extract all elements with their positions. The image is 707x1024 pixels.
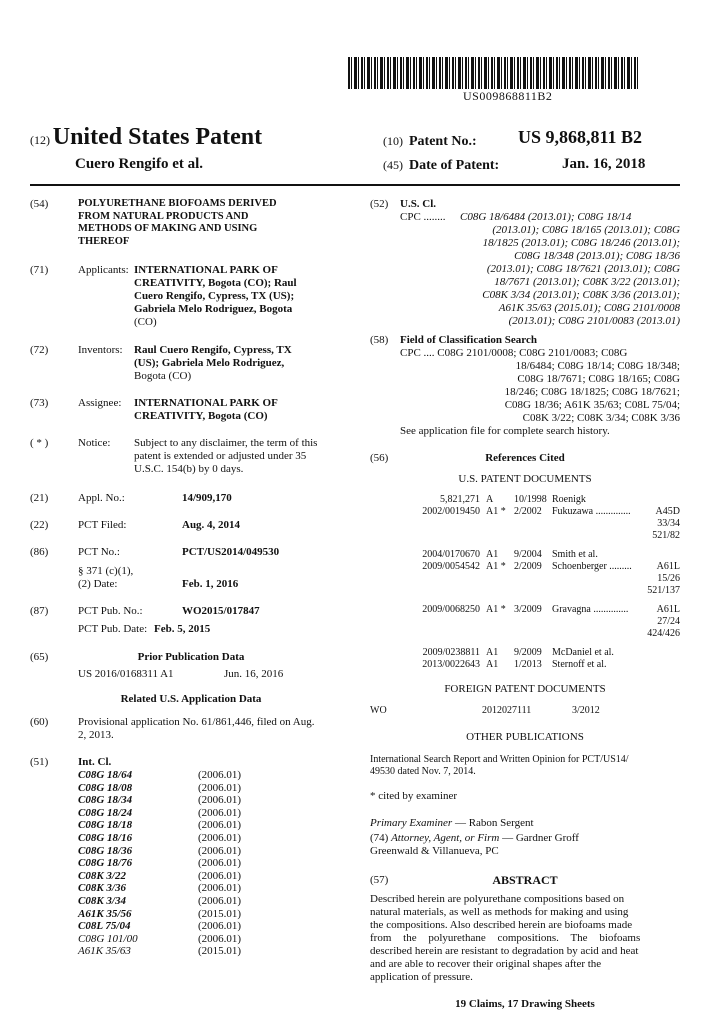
search-line: C08K 3/22; C08K 3/34; C08K 3/36 bbox=[522, 412, 680, 424]
pct-pub-no-value: WO2015/017847 bbox=[182, 605, 260, 617]
pct-filed-value: Aug. 4, 2014 bbox=[182, 519, 241, 531]
reference-row bbox=[370, 506, 680, 530]
int-cl-row bbox=[78, 845, 352, 858]
code-65: (65) bbox=[30, 651, 49, 663]
int-cl-code: A61K 35/56 bbox=[78, 907, 132, 920]
reference-row bbox=[370, 494, 680, 506]
ref-date: 2/2009 bbox=[514, 561, 542, 572]
us-cl-cpc-prefix: CPC ........ bbox=[400, 211, 446, 223]
ref-class: A45D 33/34 bbox=[655, 506, 680, 529]
ref-kind: A1 * bbox=[486, 561, 506, 572]
int-cl-row bbox=[78, 945, 352, 958]
code-72: (72) bbox=[30, 344, 49, 356]
int-cl-version: (2006.01) bbox=[198, 932, 242, 945]
abstract-line: from the polyurethane compositions. The biofoams bbox=[370, 932, 641, 944]
search-line: 18/6484; C08G 18/14; C08G 18/348; bbox=[515, 360, 680, 372]
code-12: (12) bbox=[30, 133, 50, 147]
code-21: (21) bbox=[30, 492, 49, 504]
field-72-inventors bbox=[30, 344, 352, 383]
ref-name: Roenigk bbox=[552, 494, 586, 505]
search-line: C08G 18/7671; C08G 18/165; C08G bbox=[517, 373, 680, 385]
search-line: CPC .... C08G 2101/0008; C08G 2101/0083; C08G bbox=[400, 347, 628, 359]
us-cl-line: 18/7671 (2013.01); C08K 3/22 (2013.01); bbox=[494, 276, 680, 288]
int-cl-version: (2006.01) bbox=[198, 920, 242, 933]
pct-filed-label: PCT Filed: bbox=[78, 519, 127, 531]
int-cl-code: C08L 75/04 bbox=[78, 920, 131, 933]
title-line: THEREOF bbox=[78, 235, 130, 247]
ref-class: A61L 15/26 bbox=[656, 561, 680, 584]
int-cl-code: A61K 35/63 bbox=[78, 945, 131, 958]
ref-date: 9/2004 bbox=[514, 549, 542, 560]
code-74: (74) bbox=[370, 832, 389, 844]
int-cl-version: (2006.01) bbox=[198, 806, 242, 819]
code-58: (58) bbox=[370, 334, 389, 346]
title-line: METHODS OF MAKING AND USING bbox=[78, 223, 258, 234]
pct-pub-date-label: PCT Pub. Date: bbox=[78, 623, 148, 635]
int-cl-version: (2006.01) bbox=[198, 857, 242, 870]
field-57-abstract bbox=[370, 874, 680, 984]
int-cl-version: (2006.01) bbox=[198, 844, 242, 857]
field-22-pct-filed bbox=[30, 519, 352, 532]
notice-label: Notice: bbox=[78, 437, 111, 449]
ref-date: 3/2009 bbox=[514, 604, 542, 615]
int-cl-version: (2006.01) bbox=[198, 831, 242, 844]
references-heading: References Cited bbox=[485, 452, 565, 464]
foreign-docs-heading: FOREIGN PATENT DOCUMENTS bbox=[444, 683, 606, 695]
int-cl-heading: Int. Cl. bbox=[78, 756, 112, 768]
code-54: (54) bbox=[30, 198, 49, 210]
ref-class bbox=[652, 647, 680, 659]
int-cl-row bbox=[78, 782, 352, 795]
code-notice: ( * ) bbox=[30, 437, 49, 449]
abstract-line: the compositions. Also described herein are biofoams made bbox=[370, 919, 633, 931]
ref-kind: A1 bbox=[486, 647, 499, 658]
ref-kind: A1 bbox=[486, 659, 499, 670]
int-cl-code: C08K 3/36 bbox=[78, 882, 126, 895]
code-60: (60) bbox=[30, 716, 49, 728]
ref-kind: A bbox=[486, 494, 494, 505]
prior-pub-number: US 2016/0168311 A1 bbox=[78, 668, 174, 680]
search-line: 18/246; C08G 18/1825; C08G 18/7621; bbox=[504, 386, 680, 398]
us-cl-line: (2013.01); C08G 2101/0083 (2013.01) bbox=[508, 315, 680, 327]
ref-name: Smith et al. bbox=[552, 549, 598, 560]
attorney-name: — Gardner Groff bbox=[502, 832, 579, 844]
int-cl-version: (2006.01) bbox=[198, 819, 242, 832]
abstract-line: Described herein are polyurethane compositions based on bbox=[370, 893, 625, 905]
ref-class: A61L 27/24 bbox=[656, 604, 680, 627]
int-cl-version: (2006.01) bbox=[198, 794, 242, 807]
abstract-line: application of pressure. bbox=[370, 971, 473, 983]
ref-num: 2009/0068250 bbox=[422, 604, 480, 615]
code-87: (87) bbox=[30, 605, 49, 617]
ref-name: Gravagna .............. bbox=[552, 604, 629, 615]
patent-no-row bbox=[383, 135, 477, 148]
int-cl-code: C08K 3/22 bbox=[78, 869, 126, 882]
code-45: (45) bbox=[383, 158, 403, 172]
barcode bbox=[348, 57, 640, 89]
field-71-applicants bbox=[30, 264, 352, 329]
ref-kind: A1 * bbox=[486, 506, 506, 517]
us-references bbox=[370, 494, 680, 671]
int-cl-row bbox=[78, 895, 352, 908]
ref-name: Sternoff et al. bbox=[552, 659, 607, 670]
us-cl-line: C08G 18/6484 (2013.01); C08G 18/14 bbox=[460, 211, 632, 223]
int-cl-code: C08K 3/34 bbox=[78, 894, 126, 907]
int-cl-code: C08G 18/08 bbox=[78, 781, 133, 794]
right-column bbox=[370, 198, 680, 1011]
ref-num: 2009/0238811 bbox=[422, 647, 480, 658]
header-rule bbox=[30, 184, 680, 186]
int-cl-row bbox=[78, 908, 352, 921]
reference-row bbox=[370, 549, 680, 561]
applicant-line: Cuero Rengifo, Cypress, TX (US); bbox=[134, 290, 295, 302]
code-86: (86) bbox=[30, 546, 49, 558]
examiner-label: Primary Examiner bbox=[370, 817, 453, 829]
pct-pub-date-value: Feb. 5, 2015 bbox=[154, 623, 211, 635]
code-57: (57) bbox=[370, 874, 389, 886]
ref-num: 2002/0019450 bbox=[422, 506, 480, 517]
int-cl-version: (2006.01) bbox=[198, 869, 242, 882]
code-52: (52) bbox=[370, 198, 389, 210]
int-cl-version: (2015.01) bbox=[198, 945, 242, 958]
notice-line: patent is extended or adjusted under 35 bbox=[134, 450, 307, 462]
int-cl-code: C08G 101/00 bbox=[78, 932, 138, 945]
applicant-line: Gabriela Melo Rodriguez, Bogota bbox=[134, 303, 293, 315]
patent-date: Jan. 16, 2018 bbox=[562, 156, 646, 172]
ref-kind: A1 bbox=[486, 549, 499, 560]
inventors-label: Inventors: bbox=[78, 344, 123, 356]
int-cl-row bbox=[78, 933, 352, 946]
int-cl-code: C08G 18/64 bbox=[78, 769, 133, 781]
int-cl-row bbox=[78, 769, 352, 782]
int-cl-row bbox=[78, 832, 352, 845]
claims-summary: 19 Claims, 17 Drawing Sheets bbox=[455, 998, 595, 1010]
notice-line: Subject to any disclaimer, the term of this bbox=[134, 437, 318, 449]
int-cl-row bbox=[78, 920, 352, 933]
us-docs-heading: U.S. PATENT DOCUMENTS bbox=[458, 473, 592, 485]
inventor-short: Cuero Rengifo et al. bbox=[75, 156, 204, 172]
examiner-line bbox=[370, 817, 680, 830]
int-cl-code: C08G 18/76 bbox=[78, 857, 133, 870]
foreign-reference-row bbox=[370, 704, 680, 717]
ref-class-cont: 424/426 bbox=[647, 628, 680, 639]
assignee-line: CREATIVITY, Bogota (CO) bbox=[134, 410, 268, 422]
abstract-line: natural materials, as well as methods for making and using bbox=[370, 906, 629, 918]
title-line: POLYURETHANE BIOFOAMS DERIVED bbox=[78, 198, 277, 209]
date-row bbox=[383, 159, 499, 172]
prior-pub-date: Jun. 16, 2016 bbox=[224, 668, 284, 680]
cited-by-examiner: * cited by examiner bbox=[370, 790, 458, 802]
field-21-appl-no bbox=[30, 492, 352, 505]
doc-type-header bbox=[30, 124, 263, 150]
int-cl-version: (2006.01) bbox=[198, 894, 242, 907]
us-cl-line: C08G 18/348 (2013.01); C08G 18/36 bbox=[514, 250, 680, 262]
provisional-line: Provisional application No. 61/861,446, filed on Aug. bbox=[78, 716, 315, 728]
search-line: C08G 18/36; A61K 35/63; C08L 75/04; bbox=[504, 399, 680, 411]
notice-line: U.S.C. 154(b) by 0 days. bbox=[134, 463, 244, 475]
int-cl-row bbox=[78, 807, 352, 820]
int-cl-version: (2006.01) bbox=[198, 882, 242, 895]
field-54-title bbox=[30, 198, 352, 248]
ref-date: 9/2009 bbox=[514, 647, 542, 658]
pct-pub-no-label: PCT Pub. No.: bbox=[78, 605, 143, 617]
examiner-name: — Rabon Sergent bbox=[454, 817, 534, 829]
foreign-country: WO bbox=[370, 705, 387, 716]
ref-date: 1/2013 bbox=[514, 659, 542, 670]
ref-num: 5,821,271 bbox=[440, 494, 480, 505]
abstract-line: described herein are resistant to degradation by acid and heat bbox=[370, 945, 639, 957]
code-51: (51) bbox=[30, 756, 49, 768]
field-87-pct-pub bbox=[30, 605, 352, 636]
provisional-line: 2, 2013. bbox=[78, 729, 114, 741]
applicants-label: Applicants: bbox=[78, 264, 129, 276]
sec-371-date-label: (2) Date: bbox=[78, 578, 118, 590]
int-cl-code: C08G 18/18 bbox=[78, 819, 133, 832]
us-cl-line: 18/1825 (2013.01); C08G 18/246 (2013.01); bbox=[482, 237, 680, 249]
us-cl-line: (2013.01); C08G 18/7621 (2013.01); C08G bbox=[486, 263, 680, 275]
sec-371-label: § 371 (c)(1), bbox=[78, 565, 134, 577]
int-cl-code: C08G 18/24 bbox=[78, 806, 133, 819]
int-cl-row bbox=[78, 857, 352, 870]
int-cl-version: (2015.01) bbox=[198, 907, 242, 920]
attorney-line bbox=[370, 832, 680, 845]
applicant-line: (CO) bbox=[134, 316, 157, 328]
int-cl-table bbox=[78, 769, 352, 958]
ref-name: Fukuzawa .............. bbox=[552, 506, 631, 517]
code-10: (10) bbox=[383, 134, 403, 148]
attorney-firm: Greenwald & Villanueva, PC bbox=[370, 845, 499, 857]
attorney-label: Attorney, Agent, or Firm bbox=[391, 832, 500, 844]
us-cl-heading: U.S. Cl. bbox=[400, 198, 437, 210]
ref-num: 2004/0170670 bbox=[422, 549, 480, 560]
applicant-line: CREATIVITY, Bogota (CO); Raul bbox=[134, 277, 297, 289]
field-60-provisional bbox=[30, 716, 352, 742]
abstract-line: and are able to recover their original shapes after the bbox=[370, 958, 602, 970]
inventor-line: (US); Gabriela Melo Rodriguez, bbox=[134, 357, 285, 369]
ref-name: Schoenberger ......... bbox=[552, 561, 632, 572]
other-pubs-heading: OTHER PUBLICATIONS bbox=[466, 731, 584, 743]
patent-number: US 9,868,811 B2 bbox=[518, 127, 643, 147]
appl-no-value: 14/909,170 bbox=[182, 492, 232, 504]
int-cl-row bbox=[78, 882, 352, 895]
left-column bbox=[30, 198, 352, 958]
ref-num: 2013/0022643 bbox=[422, 659, 480, 670]
reference-row bbox=[370, 561, 680, 585]
foreign-date: 3/2012 bbox=[572, 705, 600, 716]
code-71: (71) bbox=[30, 264, 49, 276]
code-73: (73) bbox=[30, 397, 49, 409]
code-22: (22) bbox=[30, 519, 49, 531]
foreign-num: 2012027111 bbox=[482, 705, 532, 716]
other-pub-line: 49530 dated Nov. 7, 2014. bbox=[370, 766, 476, 777]
int-cl-version: (2006.01) bbox=[198, 781, 242, 794]
field-58-search bbox=[370, 334, 680, 438]
ref-date: 2/2002 bbox=[514, 506, 542, 517]
inventor-line: Raul Cuero Rengifo, Cypress, TX bbox=[134, 344, 292, 356]
ref-num: 2009/0054542 bbox=[422, 561, 480, 572]
ref-kind: A1 * bbox=[486, 604, 506, 615]
title-line: FROM NATURAL PRODUCTS AND bbox=[78, 210, 249, 222]
sec-371-date-value: Feb. 1, 2016 bbox=[182, 578, 239, 590]
ref-class bbox=[652, 494, 680, 506]
field-73-assignee bbox=[30, 397, 352, 423]
int-cl-version: (2006.01) bbox=[198, 769, 242, 781]
pct-no-value: PCT/US2014/049530 bbox=[182, 546, 280, 558]
field-notice bbox=[30, 437, 352, 476]
related-data-heading: Related U.S. Application Data bbox=[120, 693, 262, 705]
ref-class bbox=[652, 549, 680, 561]
inventor-line: Bogota (CO) bbox=[134, 370, 192, 382]
prior-pub-heading: Prior Publication Data bbox=[137, 651, 245, 663]
int-cl-row bbox=[78, 819, 352, 832]
appl-no-label: Appl. No.: bbox=[78, 492, 125, 504]
ref-class-cont: 521/82 bbox=[652, 530, 680, 541]
doc-type: United States Patent bbox=[52, 124, 263, 150]
code-56: (56) bbox=[370, 452, 389, 464]
pct-no-label: PCT No.: bbox=[78, 546, 120, 558]
field-51-int-cl bbox=[30, 756, 352, 958]
reference-row bbox=[370, 647, 680, 659]
int-cl-code: C08G 18/36 bbox=[78, 844, 133, 857]
barcode-number: US009868811B2 bbox=[463, 89, 553, 103]
int-cl-code: C08G 18/16 bbox=[78, 831, 133, 844]
reference-row bbox=[370, 659, 680, 671]
ref-class-cont: 521/137 bbox=[647, 585, 680, 596]
search-heading: Field of Classification Search bbox=[400, 334, 537, 346]
us-cl-line: (2013.01); C08G 18/165 (2013.01); C08G bbox=[492, 224, 680, 236]
int-cl-code: C08G 18/34 bbox=[78, 794, 133, 807]
search-note: See application file for complete search history. bbox=[400, 425, 610, 437]
int-cl-row bbox=[78, 870, 352, 883]
assignee-label: Assignee: bbox=[78, 397, 122, 409]
int-cl-row bbox=[78, 794, 352, 807]
reference-row bbox=[370, 604, 680, 628]
field-52-us-cl bbox=[370, 198, 680, 328]
abstract-heading: ABSTRACT bbox=[492, 873, 558, 887]
field-86-pct-no bbox=[30, 546, 352, 591]
us-cl-line: A61K 35/63 (2015.01); C08G 2101/0008 bbox=[498, 302, 680, 314]
assignee-line: INTERNATIONAL PARK OF bbox=[134, 397, 278, 409]
applicant-line: INTERNATIONAL PARK OF bbox=[134, 264, 278, 276]
patent-no-label: Patent No.: bbox=[409, 134, 477, 149]
ref-date: 10/1998 bbox=[514, 494, 547, 505]
other-pub-line: International Search Report and Written Opinion for PCT/US14/ bbox=[370, 754, 629, 765]
us-cl-line: C08K 3/34 (2013.01); C08K 3/36 (2013.01); bbox=[482, 289, 680, 301]
ref-name: McDaniel et al. bbox=[552, 647, 614, 658]
date-label: Date of Patent: bbox=[409, 158, 500, 173]
ref-class bbox=[652, 659, 680, 671]
field-65-prior-pub bbox=[30, 651, 352, 681]
field-56-references bbox=[370, 452, 680, 803]
